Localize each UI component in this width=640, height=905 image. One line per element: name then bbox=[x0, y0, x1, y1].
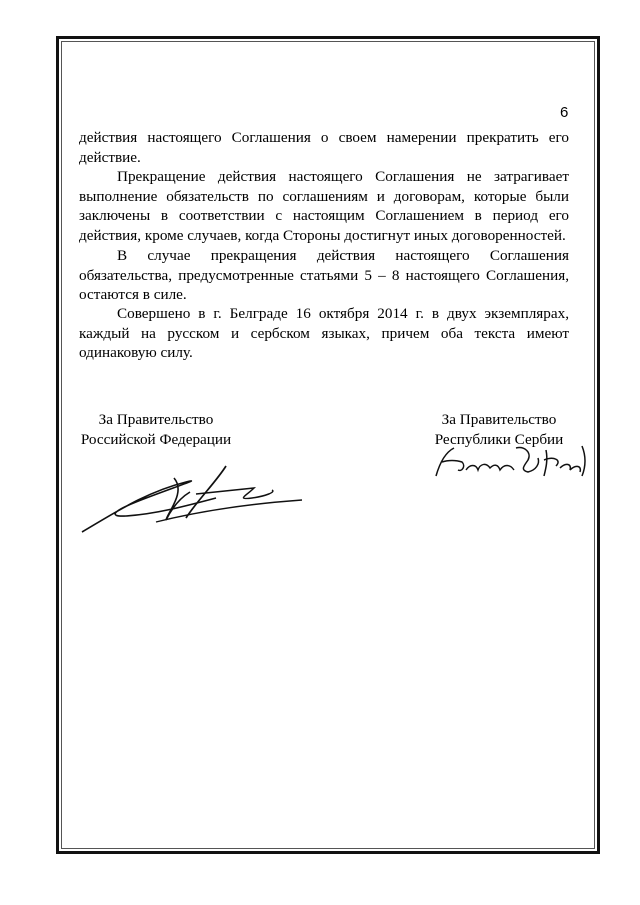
signature-serbia bbox=[432, 440, 594, 482]
signatory-russia bbox=[78, 410, 234, 449]
paragraph-continuation: действия настоящего Соглашения о своем намерении прекратить его действие. bbox=[79, 129, 569, 166]
signatory-russia-line1: За Правительство bbox=[98, 411, 214, 428]
paragraph-done-at: Совершено в г. Белграде 16 октября 2014 г. в двух экземплярах, каждый на русском и сербском языках, причем оба текста имеют одинаковую силу. bbox=[79, 305, 569, 362]
signatory-russia-line2: Российской Федерации bbox=[80, 430, 232, 448]
signatory-serbia-line1: За Правительство bbox=[441, 411, 557, 428]
paragraph-termination-effect: Прекращение действия настоящего Соглашения не затрагивает выполнение обязательств по соглашениям и договорам, которые были заключены в соответствии с настоящим Соглашением в период его действия, кроме случаев, когда Стороны достигнут иных договоренностей. bbox=[79, 168, 569, 244]
page-number: 6 bbox=[560, 104, 569, 121]
signatory-serbia-line2: Республики Сербии bbox=[434, 430, 564, 448]
paragraph-surviving-obligations: В случае прекращения действия настоящего Соглашения обязательства, предусмотренные статьями 5 – 8 настоящего Соглашения, остаются в силе. bbox=[79, 247, 569, 304]
signature-russia bbox=[76, 462, 308, 542]
